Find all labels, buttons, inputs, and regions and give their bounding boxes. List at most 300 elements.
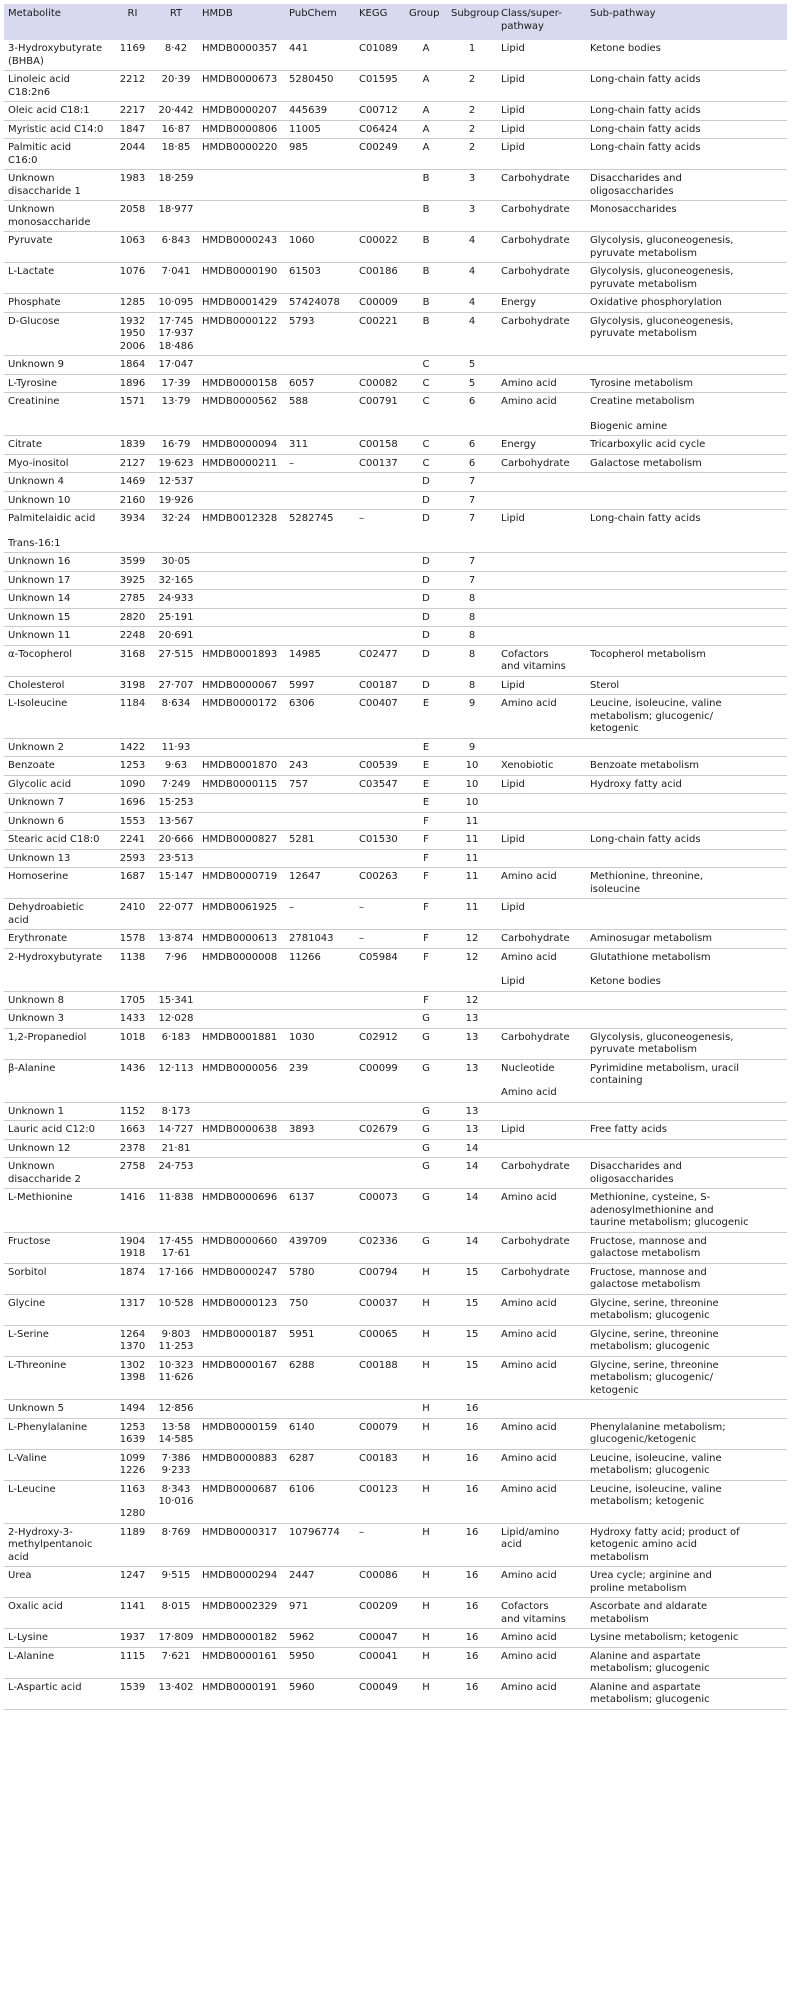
- subgroup-cell: 2: [447, 71, 497, 102]
- rt-value-line: 17·61: [161, 1248, 191, 1259]
- pubchem-cell: [285, 849, 355, 868]
- pubchem-cell: 57424078: [285, 294, 355, 313]
- class-cell: [497, 608, 586, 627]
- table-row: [4, 1121, 787, 1140]
- pubchem-cell: [285, 473, 355, 492]
- rt-cell: [154, 1059, 198, 1102]
- ri-value-lines: [115, 1106, 150, 1119]
- rt-value-line: 10·528: [158, 1297, 194, 1309]
- subpathway-value-lines: [590, 235, 783, 260]
- rt-value-lines: [158, 902, 194, 915]
- rt-value-line: 10·016: [158, 1496, 194, 1507]
- rt-value-line: 8·343: [161, 1483, 191, 1495]
- class-cell: [497, 139, 586, 170]
- kegg-cell: C00082: [355, 374, 405, 393]
- class-value-lines: [501, 760, 582, 773]
- pubchem-cell: 5962: [285, 1629, 355, 1648]
- subpathway-value-lines: [590, 74, 783, 87]
- kegg-cell: C00221: [355, 312, 405, 356]
- rt-value-lines: [158, 933, 194, 946]
- group-cell: H: [405, 1356, 447, 1400]
- metabolite-name-line: Fructose: [8, 1235, 51, 1247]
- ri-cell: [111, 1232, 154, 1263]
- class-value-line: Lipid: [501, 679, 525, 691]
- subpathway-value-line: Lysine metabolism; ketogenic: [590, 1632, 739, 1643]
- subpathway-value-lines: [590, 649, 783, 662]
- table-row: [4, 1567, 787, 1598]
- rt-value-lines: [158, 476, 194, 489]
- pubchem-cell: [285, 170, 355, 201]
- ri-cell: [111, 1449, 154, 1480]
- subpathway-value-lines: [590, 1329, 783, 1354]
- class-value-line: Lipid/amino: [501, 1526, 560, 1538]
- subpathway-value-lines: [590, 266, 783, 291]
- subpathway-value-line: metabolism; glucogenic: [590, 1663, 710, 1674]
- class-cell: [497, 948, 586, 991]
- group-cell: H: [405, 1418, 447, 1449]
- subpathway-value-line: Glycine, serine, threonine: [590, 1328, 719, 1340]
- subpathway-cell: [586, 1158, 787, 1189]
- table-row: [4, 1028, 787, 1059]
- metabolite-name-line: L-Tyrosine: [8, 377, 58, 389]
- metabolite-cell: [4, 775, 111, 794]
- ri-cell: [111, 1158, 154, 1189]
- group-cell: G: [405, 1102, 447, 1121]
- subgroup-cell: 7: [447, 510, 497, 553]
- group-cell: H: [405, 1647, 447, 1678]
- rt-value-lines: [158, 742, 194, 755]
- pubchem-cell: 61503: [285, 263, 355, 294]
- class-value-line: Lipid: [501, 778, 525, 790]
- rt-value-line: 8·015: [161, 1601, 191, 1612]
- rt-value-line: 13·874: [158, 933, 194, 944]
- metabolite-name-line: disaccharide 2: [8, 1173, 81, 1185]
- subpathway-value-line: Monosaccharides: [590, 204, 677, 215]
- metabolite-name-lines: [8, 142, 107, 167]
- hmdb-cell: HMDB0000613: [198, 930, 285, 949]
- pubchem-cell: [285, 608, 355, 627]
- subpathway-value-line: Glycine, serine, threonine: [590, 1359, 719, 1371]
- header-group: Group: [405, 4, 447, 40]
- kegg-cell: C00079: [355, 1418, 405, 1449]
- kegg-cell: C00099: [355, 1059, 405, 1102]
- table-row: [4, 232, 787, 263]
- group-cell: C: [405, 436, 447, 455]
- metabolite-cell: [4, 831, 111, 850]
- rt-value-line: 32·165: [158, 574, 194, 586]
- ri-value-lines: [115, 630, 150, 643]
- metabolite-cell: [4, 1139, 111, 1158]
- pubchem-cell: 6288: [285, 1356, 355, 1400]
- pubchem-cell: 5793: [285, 312, 355, 356]
- class-value-line: Amino acid: [501, 871, 557, 882]
- subpathway-cell: [586, 1189, 787, 1233]
- metabolite-name-line: 2-Hydroxy-3-: [8, 1526, 73, 1538]
- subgroup-cell: 11: [447, 868, 497, 899]
- ri-value-line: 1904: [119, 1235, 146, 1247]
- subgroup-cell: 1: [447, 40, 497, 71]
- pubchem-cell: [285, 1010, 355, 1029]
- rt-cell: [154, 590, 198, 609]
- rt-value-lines: [158, 612, 194, 625]
- metabolite-name-lines: [8, 1013, 107, 1026]
- ri-value-line: 1696: [119, 797, 146, 808]
- class-value-lines: [501, 204, 582, 217]
- ri-value-line: 1839: [119, 439, 146, 450]
- rt-value-line: 17·455: [158, 1235, 194, 1247]
- rt-cell: [154, 738, 198, 757]
- subpathway-cell: [586, 454, 787, 473]
- ri-cell: [111, 1629, 154, 1648]
- class-value-lines: [501, 1063, 582, 1100]
- rt-value-lines: [158, 630, 194, 643]
- metabolite-name-line: Homoserine: [8, 871, 69, 882]
- metabolite-name-line: Palmitic acid: [8, 142, 72, 153]
- class-value-lines: [501, 74, 582, 87]
- rt-value-line: 15·253: [158, 797, 194, 808]
- rt-value-line: 32·24: [161, 513, 191, 524]
- table-row: [4, 831, 787, 850]
- subpathway-value-line: Tocopherol metabolism: [590, 648, 706, 660]
- hmdb-cell: HMDB0002329: [198, 1598, 285, 1629]
- kegg-cell: C00249: [355, 139, 405, 170]
- subpathway-cell: [586, 40, 787, 71]
- group-cell: D: [405, 491, 447, 510]
- metabolite-cell: [4, 232, 111, 263]
- hmdb-cell: HMDB0000562: [198, 393, 285, 436]
- ri-value-lines: [115, 871, 150, 884]
- ri-cell: [111, 991, 154, 1010]
- hmdb-cell: HMDB0000317: [198, 1523, 285, 1567]
- subpathway-cell: [586, 510, 787, 553]
- subpathway-cell: [586, 393, 787, 436]
- metabolite-cell: [4, 1418, 111, 1449]
- rt-cell: [154, 1567, 198, 1598]
- class-cell: [497, 757, 586, 776]
- table-row: [4, 571, 787, 590]
- class-value-line: Carbohydrate: [501, 315, 570, 327]
- kegg-cell: C01089: [355, 40, 405, 71]
- rt-value-line: 7·386: [161, 1452, 191, 1464]
- rt-value-line: 11·253: [158, 1341, 194, 1352]
- subgroup-cell: 7: [447, 491, 497, 510]
- ri-cell: [111, 948, 154, 991]
- class-cell: [497, 1629, 586, 1648]
- metabolite-cell: [4, 1356, 111, 1400]
- rt-cell: [154, 849, 198, 868]
- table-row: [4, 1189, 787, 1233]
- metabolite-cell: [4, 1523, 111, 1567]
- ri-value-line: 1253: [119, 760, 146, 771]
- subpathway-value-line: Glycolysis, gluconeogenesis,: [590, 235, 734, 246]
- subpathway-value-line: Hydroxy fatty acid: [590, 778, 682, 790]
- table-row: [4, 1449, 787, 1480]
- rt-cell: [154, 1121, 198, 1140]
- class-value-line: Lipid: [501, 142, 525, 153]
- class-value-line: Carbohydrate: [501, 933, 570, 944]
- hmdb-cell: HMDB0000067: [198, 676, 285, 695]
- metabolite-name-line: Pyruvate: [8, 235, 53, 246]
- group-cell: H: [405, 1263, 447, 1294]
- subpathway-value-line: Fructose, mannose and: [590, 1266, 707, 1278]
- header-subgroup: Subgroup: [447, 4, 497, 40]
- class-value-lines: [501, 1682, 582, 1695]
- ri-value-lines: [115, 396, 150, 409]
- class-cell: [497, 775, 586, 794]
- group-cell: G: [405, 1121, 447, 1140]
- metabolite-name-line: methylpentanoic: [8, 1539, 93, 1550]
- rt-value-line: 12·856: [158, 1403, 194, 1414]
- rt-cell: [154, 899, 198, 930]
- pubchem-cell: 11266: [285, 948, 355, 991]
- hmdb-cell: HMDB0000211: [198, 454, 285, 473]
- metabolite-name-line: L-Threonine: [8, 1359, 67, 1371]
- subgroup-cell: 13: [447, 1059, 497, 1102]
- rt-cell: [154, 868, 198, 899]
- ri-value-lines: [115, 105, 150, 118]
- kegg-cell: C00041: [355, 1647, 405, 1678]
- class-cell: [497, 1121, 586, 1140]
- subpathway-value-lines: [590, 760, 783, 773]
- subpathway-cell: [586, 1139, 787, 1158]
- hmdb-cell: HMDB0012328: [198, 510, 285, 553]
- rt-value-lines: [158, 124, 194, 137]
- subpathway-cell: [586, 627, 787, 646]
- metabolite-name-line: acid: [8, 1551, 29, 1563]
- pubchem-cell: 243: [285, 757, 355, 776]
- ri-value-line: 1469: [119, 476, 146, 487]
- subgroup-cell: 12: [447, 948, 497, 991]
- metabolite-cell: [4, 899, 111, 930]
- ri-value-lines: [115, 698, 150, 711]
- group-cell: E: [405, 794, 447, 813]
- hmdb-cell: HMDB0000673: [198, 71, 285, 102]
- ri-value-lines: [115, 1329, 150, 1354]
- metabolite-name-lines: [8, 1632, 107, 1645]
- metabolite-cell: [4, 139, 111, 170]
- ri-cell: [111, 1189, 154, 1233]
- subpathway-cell: [586, 1102, 787, 1121]
- metabolite-name-lines: [8, 1601, 107, 1614]
- class-value-line: Carbohydrate: [501, 266, 570, 277]
- hmdb-cell: HMDB0000161: [198, 1647, 285, 1678]
- metabolite-name-lines: [8, 396, 107, 409]
- ri-cell: [111, 930, 154, 949]
- metabolite-name-lines: [8, 1161, 107, 1186]
- metabolite-cell: [4, 312, 111, 356]
- class-value-lines: [501, 1651, 582, 1664]
- metabolite-table: [4, 4, 787, 1710]
- rt-cell: [154, 40, 198, 71]
- ri-value-line: 1416: [119, 1192, 146, 1203]
- rt-value-line: 14·585: [158, 1434, 194, 1445]
- pubchem-cell: 11005: [285, 120, 355, 139]
- ri-value-lines: [115, 1161, 150, 1174]
- pubchem-cell: 6306: [285, 695, 355, 739]
- class-value-lines: [501, 1570, 582, 1583]
- group-cell: D: [405, 608, 447, 627]
- ri-value-lines: [115, 1632, 150, 1645]
- group-cell: F: [405, 849, 447, 868]
- metabolite-cell: [4, 436, 111, 455]
- subpathway-cell: [586, 1598, 787, 1629]
- metabolite-name-lines: [8, 1484, 107, 1497]
- ri-cell: [111, 312, 154, 356]
- ri-value-line: 1663: [119, 1124, 146, 1135]
- kegg-cell: [355, 738, 405, 757]
- class-cell: [497, 695, 586, 739]
- group-cell: B: [405, 232, 447, 263]
- subpathway-value-line: Fructose, mannose and: [590, 1235, 707, 1247]
- rt-cell: [154, 1189, 198, 1233]
- metabolite-cell: [4, 571, 111, 590]
- subgroup-cell: 16: [447, 1647, 497, 1678]
- ri-value-line: 3925: [119, 574, 146, 586]
- ri-cell: [111, 139, 154, 170]
- ri-value-line: 2593: [119, 852, 146, 864]
- ri-cell: [111, 1139, 154, 1158]
- rt-value-lines: [158, 556, 194, 569]
- metabolite-cell: [4, 1567, 111, 1598]
- subpathway-value-lines: [590, 316, 783, 341]
- subgroup-cell: 3: [447, 170, 497, 201]
- metabolite-cell: [4, 676, 111, 695]
- class-value-lines: [501, 378, 582, 391]
- hmdb-cell: [198, 1400, 285, 1419]
- class-value-line: Nucleotide: [501, 1062, 555, 1074]
- subpathway-value-line: Free fatty acids: [590, 1124, 667, 1135]
- pubchem-cell: 5950: [285, 1647, 355, 1678]
- ri-value-line: 3198: [119, 679, 146, 691]
- rt-value-lines: [158, 797, 194, 810]
- ri-cell: [111, 1400, 154, 1419]
- rt-value-lines: [158, 871, 194, 884]
- group-cell: B: [405, 263, 447, 294]
- rt-cell: [154, 571, 198, 590]
- ri-value-line: 1152: [119, 1105, 146, 1117]
- ri-cell: [111, 775, 154, 794]
- table-row: [4, 139, 787, 170]
- rt-value-line: 12·113: [158, 1062, 194, 1074]
- class-cell: [497, 263, 586, 294]
- subpathway-cell: [586, 1121, 787, 1140]
- ri-value-line: 2820: [119, 611, 146, 623]
- subpathway-cell: [586, 491, 787, 510]
- ri-value-line: 1950: [119, 328, 146, 339]
- group-cell: H: [405, 1400, 447, 1419]
- class-cell: [497, 1678, 586, 1709]
- ri-cell: [111, 356, 154, 375]
- rt-value-line: 7·96: [164, 951, 188, 963]
- rt-value-lines: [158, 834, 194, 847]
- subpathway-value-lines: [590, 871, 783, 896]
- pubchem-cell: [285, 1158, 355, 1189]
- rt-value-line: 17·39: [161, 377, 191, 389]
- header-rt: RT: [154, 4, 198, 40]
- subpathway-value-line: Glycine, serine, threonine: [590, 1297, 719, 1309]
- metabolite-name-lines: [8, 680, 107, 693]
- subpathway-cell: [586, 201, 787, 232]
- subgroup-cell: 15: [447, 1263, 497, 1294]
- kegg-cell: C00539: [355, 757, 405, 776]
- kegg-cell: [355, 991, 405, 1010]
- class-value-line: Amino acid: [501, 1632, 557, 1643]
- subpathway-value-line: metabolism; glucogenic: [590, 1694, 710, 1705]
- rt-value-line: 24·753: [158, 1161, 194, 1172]
- class-value-line: Amino acid: [501, 1328, 557, 1340]
- metabolite-cell: [4, 1232, 111, 1263]
- class-value-line: Lipid: [501, 513, 525, 524]
- ri-value-line: 1189: [119, 1526, 146, 1538]
- class-cell: [497, 831, 586, 850]
- ri-cell: [111, 1418, 154, 1449]
- ri-cell: [111, 1028, 154, 1059]
- subgroup-cell: 11: [447, 899, 497, 930]
- subpathway-value-line: Leucine, isoleucine, valine: [590, 1452, 722, 1464]
- group-cell: F: [405, 991, 447, 1010]
- kegg-cell: C00712: [355, 102, 405, 121]
- subpathway-value-lines: [590, 1527, 783, 1565]
- rt-value-lines: [158, 74, 194, 87]
- class-value-line: Cofactors: [501, 648, 549, 660]
- class-value-lines: [501, 316, 582, 329]
- rt-value-line: 11·626: [158, 1372, 194, 1383]
- metabolite-name-line: L-Alanine: [8, 1650, 55, 1662]
- metabolite-cell: [4, 294, 111, 313]
- header-pubchem: PubChem: [285, 4, 355, 40]
- subpathway-value-line: metabolism: [590, 1551, 649, 1563]
- rt-cell: [154, 393, 198, 436]
- subpathway-value-line: Glycolysis, gluconeogenesis,: [590, 315, 734, 327]
- table-row: [4, 849, 787, 868]
- hmdb-cell: HMDB0001870: [198, 757, 285, 776]
- rt-cell: [154, 775, 198, 794]
- ri-cell: [111, 232, 154, 263]
- class-cell: [497, 676, 586, 695]
- subpathway-cell: [586, 1400, 787, 1419]
- subpathway-value-lines: [590, 1682, 783, 1707]
- ri-value-line: 1163: [119, 1483, 146, 1495]
- kegg-cell: –: [355, 930, 405, 949]
- subpathway-value-line: Long-chain fatty acids: [590, 123, 701, 135]
- rt-cell: [154, 1010, 198, 1029]
- kegg-cell: C00791: [355, 393, 405, 436]
- table-row: [4, 120, 787, 139]
- ri-value-lines: [115, 359, 150, 372]
- subpathway-value-lines: [590, 1360, 783, 1398]
- ri-cell: [111, 120, 154, 139]
- class-cell: [497, 120, 586, 139]
- subpathway-value-lines: [590, 1484, 783, 1509]
- metabolite-name-lines: [8, 649, 107, 662]
- metabolite-name-lines: [8, 74, 107, 99]
- table-row: [4, 627, 787, 646]
- class-value-lines: [501, 1032, 582, 1045]
- ri-value-line: 1317: [119, 1297, 146, 1309]
- rt-cell: [154, 1102, 198, 1121]
- rt-value-line: 10·323: [158, 1359, 194, 1371]
- pubchem-cell: 588: [285, 393, 355, 436]
- group-cell: D: [405, 627, 447, 646]
- subpathway-value-line: Galactose metabolism: [590, 457, 702, 469]
- metabolite-cell: [4, 849, 111, 868]
- group-cell: D: [405, 571, 447, 590]
- header-class: Class/super-pathway: [497, 4, 586, 40]
- subgroup-cell: 2: [447, 139, 497, 170]
- rt-cell: [154, 102, 198, 121]
- group-cell: E: [405, 775, 447, 794]
- metabolite-name-lines: [8, 1236, 107, 1249]
